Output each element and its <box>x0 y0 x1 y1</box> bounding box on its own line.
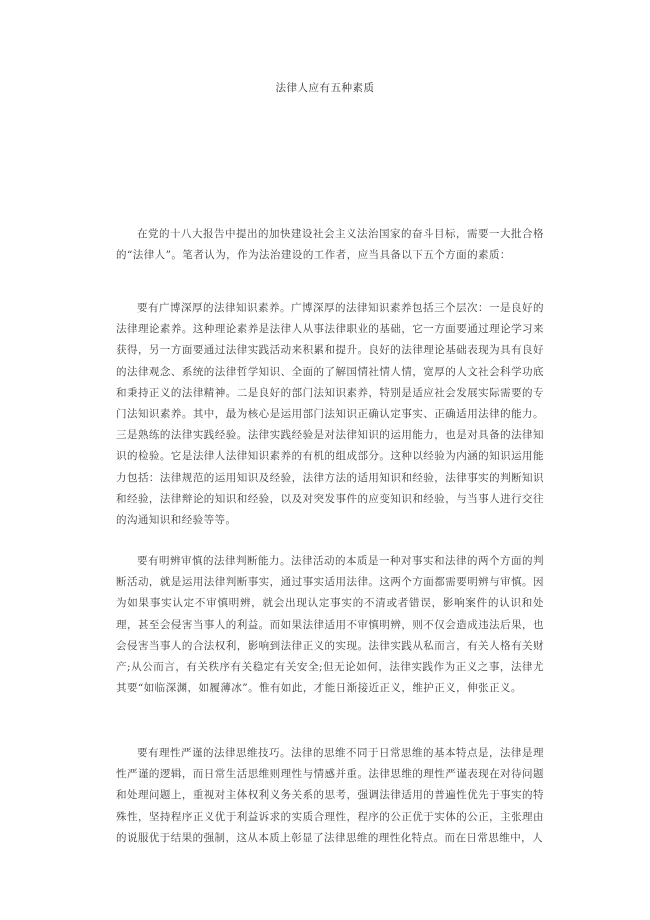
paragraph-legal-judgment: 要有明辨审慎的法律判断能力。法律活动的本质是一种对事实和法律的两个方面的判断活动，就是运用法律判断事实，通过事实适用法律。这两个方面都需要明辨与审慎。因为如果事实认定不审慎明辨，就会出现认定事实的不清或者错误，影响案件的认识和处理，甚至会侵害当事人的利益。而如果法律适用不审慎明辨，则不仅会造成违法后果，也会侵害当事人的合法权利，影响到法律正义的实现。法律实践从私而言，有关人格有关财产;从公而言，有关秩序有关稳定有关安全;但无论如何，法律实践作为正义之事，法律尤其要“如临深渊，如履薄冰”。惟有如此，才能日渐接近正义，维护正义，伸张正义。 <box>116 555 544 695</box>
paragraph-legal-thinking: 要有理性严谨的法律思维技巧。法律的思维不同于日常思维的基本特点是，法律是理性严谨的逻辑，而日常生活思维则理性与情感并重。法律思维的理性严谨表现在对待问题和处理问题上，重视对主体权利义务关系的思考，强调法律适用的普遍性优先于事实的特殊性，坚持程序正义优于利益诉求的实质合理性，程序的公正优于实体的公正，主张理由的说服优于结果的强制，这从本质上彰显了法律思维的理性化特点。而在日常思维中，人 <box>116 747 544 844</box>
paragraph-legal-knowledge: 要有广博深厚的法律知识素养。广博深厚的法律知识素养包括三个层次：一是良好的法律理论素养。这种理论素养是法律人从事法律职业的基础，它一方面要通过理论学习来获得，另一方面要通过法律实践活动来积累和提升。良好的法律理论基础表现为具有良好的法律观念、系统的法律哲学知识、全面的了解国情社情人情，宽厚的人文社会科学功底和秉持正义的法律精神。二是良好的部门法知识素养，特别是适应社会发展实际需要的专门法知识素养。其中，最为核心是运用部门法知识正确认定事实、正确适用法律的能力。三是熟练的法律实践经验。法律实践经验是对法律知识的运用能力，也是对具备的法律知识的检验。它是法律人法律知识素养的有机的组成部分。这种以经验为内涵的知识运用能力包括：法律规范的运用知识及经验，法律方法的适用知识和经验，法律事实的判断知识和经验，法律辩论的知识和经验，以及对突发事件的应变知识和经验，与当事人进行交往的沟通知识和经验等等。 <box>116 302 544 527</box>
paragraph-intro: 在党的十八大报告中提出的加快建设社会主义法治国家的奋斗目标，需要一大批合格的“法律人”。笔者认为，作为法治建设的工作者，应当具备以下五个方面的素质： <box>116 228 544 262</box>
document-title: 法律人应有五种素质 <box>275 82 375 94</box>
